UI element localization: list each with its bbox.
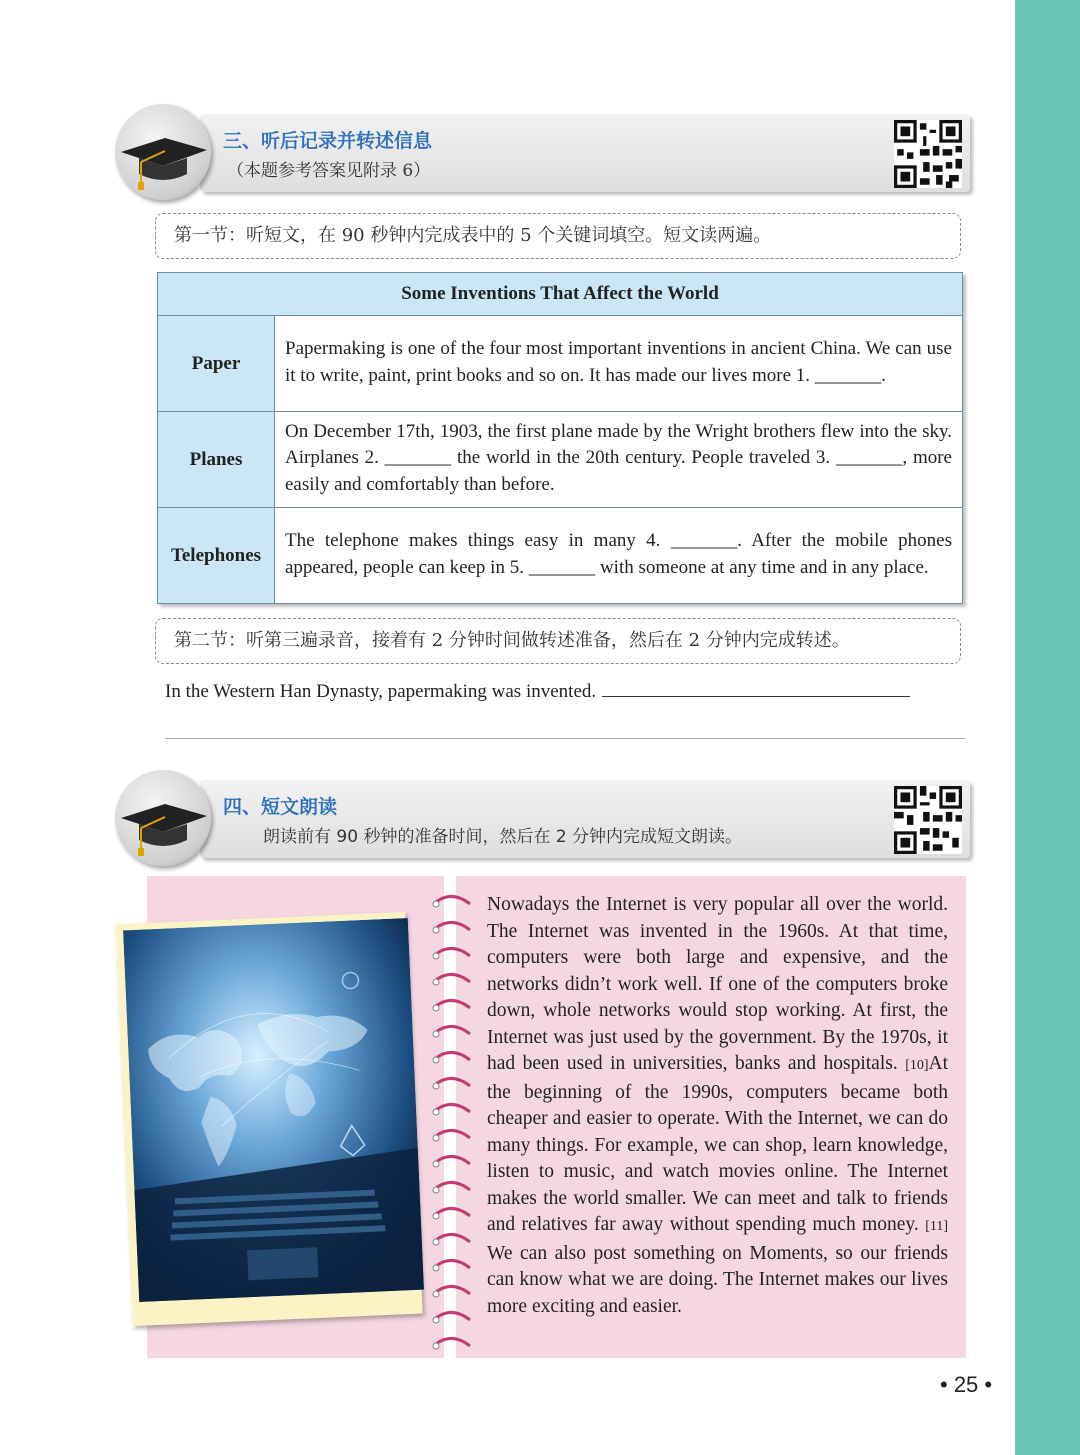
section4-header: [115, 770, 970, 862]
row-label: Telephones: [158, 508, 275, 604]
section3-header: [115, 104, 970, 196]
internet-laptop-image: [123, 918, 424, 1302]
table-row: [158, 316, 963, 412]
row-label: Planes: [158, 412, 275, 508]
table-row: [158, 508, 963, 604]
passage-part2: At the beginning of the 1990s, computers became both cheaper and easier to operate. With the Internet, we can do many things. For example, we can shop, learn knowledge, listen to music, and watch movies online. The Internet makes the world smaller. We can meet and talk to friends and relatives far away without spending much money.: [487, 1053, 949, 1235]
retell-answer-blank[interactable]: [602, 678, 910, 697]
part1-instruction: 第一节：听短文，在 90 秒钟内完成表中的 5 个关键词填空。短文读两遍。: [155, 213, 961, 259]
qr-code-icon[interactable]: [894, 120, 962, 188]
pause-mark-10: [10]: [905, 1058, 929, 1073]
pause-mark-11: [11]: [925, 1219, 948, 1234]
row-text: The telephone makes things easy in many 4. _______. After the mobile phones appeared, people can keep in 5. _______ with someone at any time and in any place.: [275, 508, 963, 604]
retell-answer-line[interactable]: [165, 738, 965, 739]
graduation-cap-icon: [119, 796, 209, 856]
retell-prompt-line: [165, 678, 965, 703]
page-number: • 25 •: [940, 1372, 993, 1397]
side-color-strip: [1015, 0, 1080, 1455]
reading-passage: [487, 892, 948, 1320]
retell-prompt: In the Western Han Dynasty, papermaking was invented.: [165, 681, 597, 702]
section4-subtitle: 朗读前有 90 秒钟的准备时间，然后在 2 分钟内完成短文朗读。: [263, 827, 743, 847]
row-label: Paper: [158, 316, 275, 412]
row-text: On December 17th, 1903, the first plane made by the Wright brothers flew into the sky. Airplanes 2. _______ the world in the 20th century. People traveled 3. _______, more easily and comfortably than before.: [275, 412, 963, 508]
part2-instruction: 第二节：听第三遍录音，接着有 2 分钟时间做转述准备，然后在 2 分钟内完成转述。: [155, 618, 961, 664]
section3-subtitle: （本题参考答案见附录 6）: [227, 161, 431, 181]
table-row: [158, 412, 963, 508]
qr-code-icon[interactable]: [894, 786, 962, 854]
passage-part1: Nowadays the Internet is very popular all over the world. The Internet was invented in the 1960s. At that time, computers were both large and expensive, and the networks didn’t work well. If one of the computers broke down, whole networks would stop working. At first, the Internet was just used by the government. By the 1970s, it had been used in universities, banks and hospitals.: [487, 894, 948, 1074]
inventions-table: [157, 272, 963, 604]
table-title: Some Inventions That Affect the World: [158, 273, 963, 316]
section3-title: 三、听后记录并转述信息: [223, 130, 433, 152]
section4-title: 四、短文朗读: [223, 796, 338, 818]
passage-part3: We can also post something on Moments, so our friends can know what we are doing. The Internet makes our lives more exciting and easier.: [487, 1242, 948, 1317]
row-text: Papermaking is one of the four most important inventions in ancient China. We can use it to write, paint, print books and so on. It has made our lives more 1. _______.: [275, 316, 963, 412]
graduation-cap-icon: [119, 130, 209, 190]
notebook-spiral-binding: [430, 890, 476, 1350]
